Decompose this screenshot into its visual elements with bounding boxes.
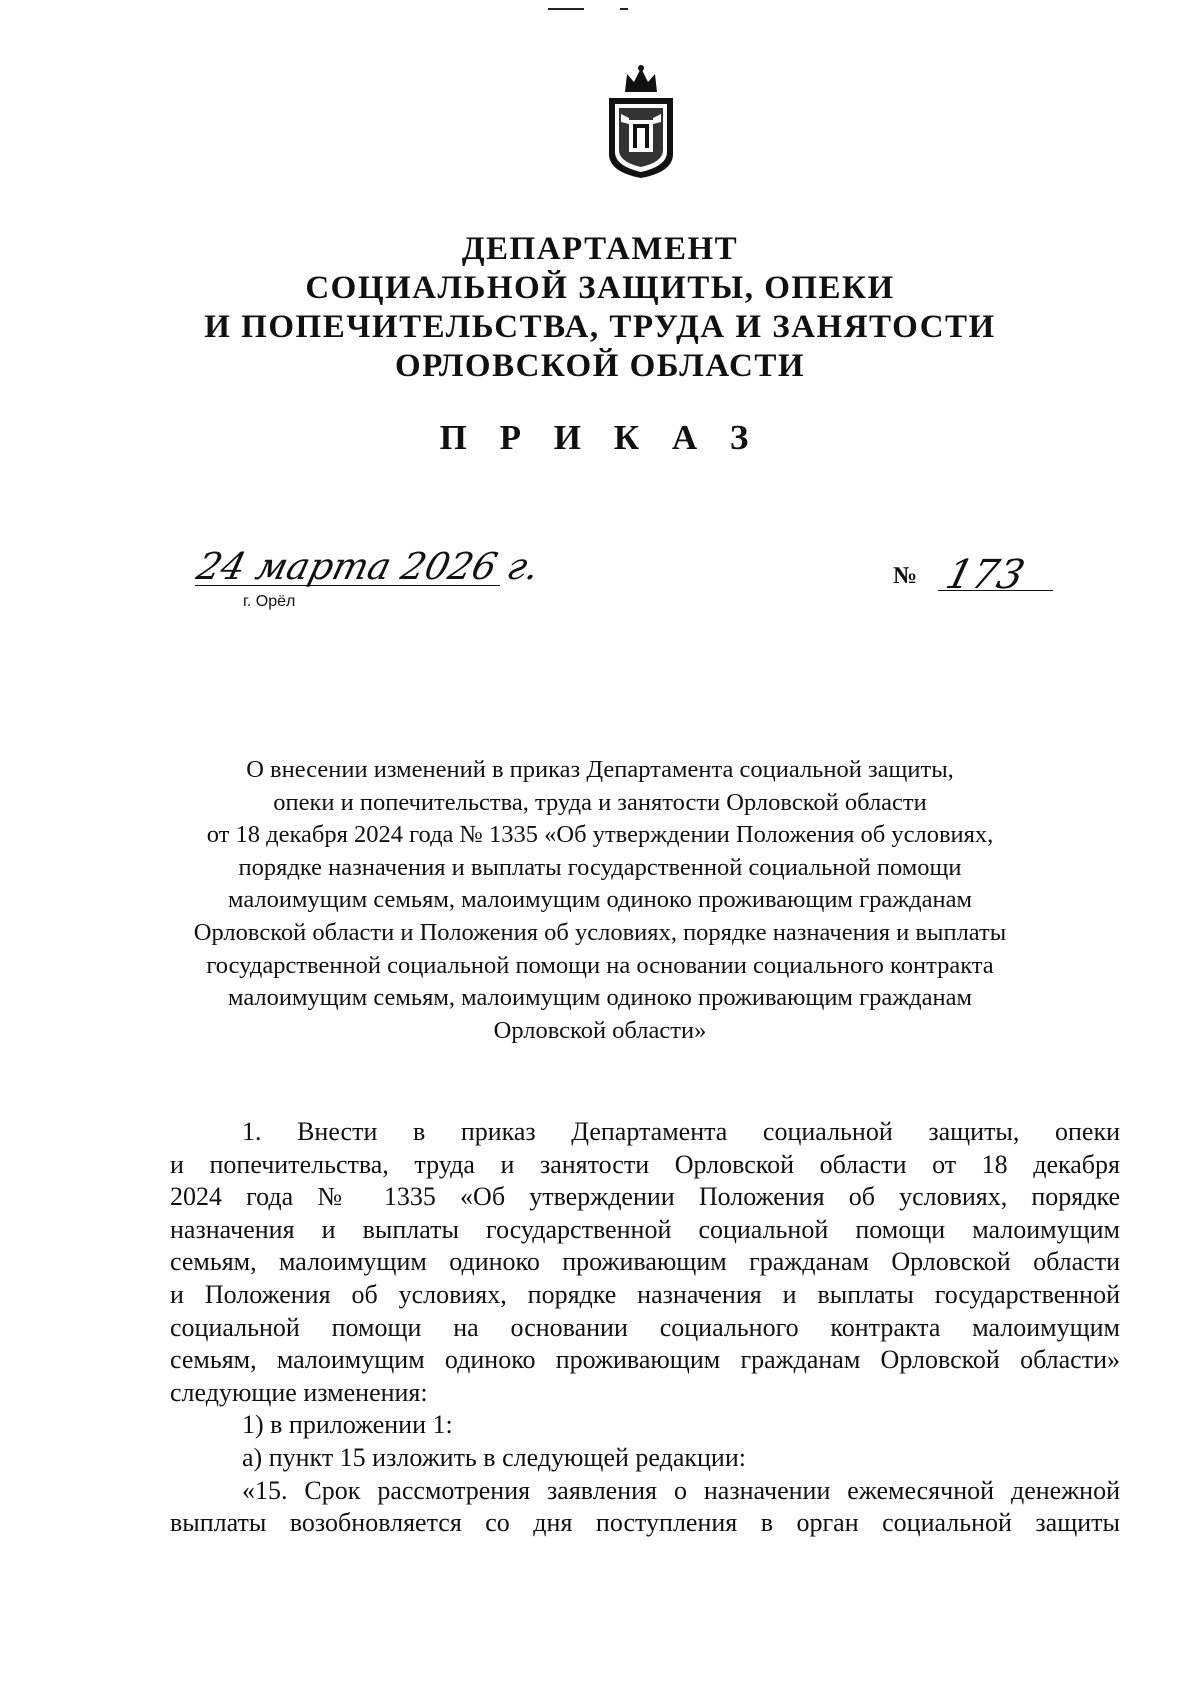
coat-of-arms-icon [603, 62, 679, 180]
body-line: 1. Внести в приказ Департамента социальной защиты, опеки [242, 1117, 1120, 1146]
city-label: г. Орёл [243, 593, 296, 610]
body-line: семьям, малоимущим одиноко проживающим гражданам Орловской области» [170, 1345, 1120, 1375]
subject-line: порядке назначения и выплаты государственной социальной помощи [238, 853, 962, 881]
subject-line: малоимущим семьям, малоимущим одиноко проживающим гражданам [227, 984, 972, 1012]
body-line: а) пункт 15 изложить в следующей редакции: [242, 1442, 746, 1472]
body-line: следующие изменения: [170, 1377, 428, 1407]
organization-title [0, 230, 1200, 386]
number-label: № [893, 563, 918, 589]
subject-line: Орловской области и Положения об условиях, порядке назначения и выплаты [193, 918, 1007, 946]
subject-line: малоимущим семьям, малоимущим одиноко проживающим гражданам [227, 886, 972, 914]
scan-artifact [548, 8, 584, 10]
org-title-line: ДЕПАРТАМЕНТ [461, 231, 739, 267]
org-title-line: ОРЛОВСКОЙ ОБЛАСТИ [394, 348, 806, 384]
order-subject [150, 754, 1050, 1047]
number-underline [938, 590, 1053, 591]
scan-artifact [620, 8, 628, 10]
subject-line: Орловской области» [493, 1016, 707, 1044]
body-line: и Положения об условиях, порядке назначения и выплаты государственной [170, 1279, 1120, 1309]
order-body [170, 1116, 1120, 1540]
org-title-line: СОЦИАЛЬНОЙ ЗАЩИТЫ, ОПЕКИ [305, 270, 895, 306]
handwritten-date: 24 марта 2026 г. [192, 545, 544, 588]
body-line: социальной помощи на основании социального контракта малоимущим [170, 1312, 1120, 1342]
body-line: назначения и выплаты государственной социальной помощи малоимущим [170, 1214, 1120, 1244]
date-underline [195, 585, 500, 586]
handwritten-number: 173 [941, 552, 1030, 598]
body-line: выплаты возобновляется со дня поступления в орган социальной защиты [170, 1508, 1120, 1538]
body-line: 1) в приложении 1: [242, 1410, 453, 1440]
subject-line: опеки и попечительства, труда и занятости Орловской области [273, 788, 927, 816]
body-line: семьям, малоимущим одиноко проживающим гражданам Орловской области [170, 1247, 1120, 1277]
body-line: и попечительства, труда и занятости Орловской области от 18 декабря [170, 1149, 1120, 1179]
body-line: 2024 года № 1335 «Об утверждении Положения об условиях, порядке [170, 1182, 1120, 1212]
org-title-line: И ПОПЕЧИТЕЛЬСТВА, ТРУДА И ЗАНЯТОСТИ [204, 309, 996, 345]
subject-line: государственной социальной помощи на основании социального контракта [206, 951, 994, 979]
document-type-heading: П Р И К А З [439, 418, 761, 457]
subject-line: от 18 декабря 2024 года № 1335 «Об утверждении Положения об условиях, [206, 821, 994, 849]
subject-line: О внесении изменений в приказ Департамента социальной защиты, [246, 756, 954, 783]
body-line: «15. Срок рассмотрения заявления о назначении ежемесячной денежной [242, 1475, 1120, 1505]
